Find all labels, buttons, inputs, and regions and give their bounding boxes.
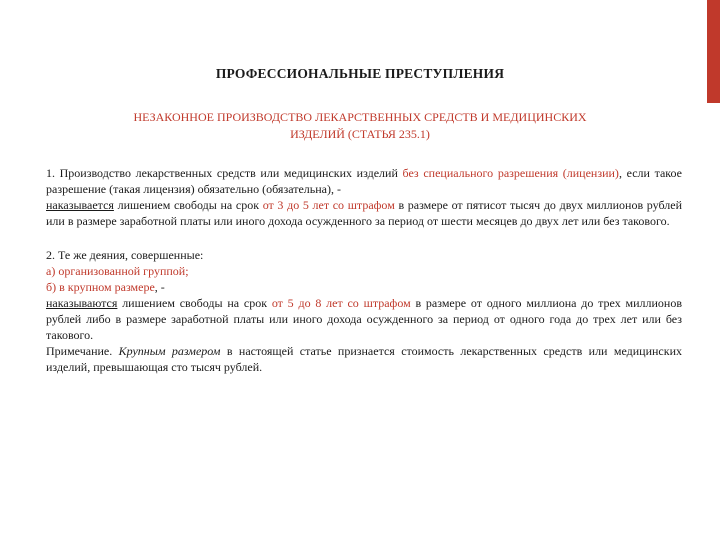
part-2-heading: 2. Те же деяния, совершенные: xyxy=(46,248,204,262)
part-1-punish-word: наказывается xyxy=(46,198,114,212)
accent-bar xyxy=(707,0,720,103)
part-2-term-highlight: от 5 до 8 лет со штрафом xyxy=(271,296,411,310)
paragraph-gap xyxy=(46,229,682,247)
article-subtitle xyxy=(60,109,660,143)
part-1-paragraph xyxy=(46,165,682,197)
part-1-punish-text-1: лишением свободы на срок xyxy=(113,198,263,212)
part-1-intro: 1. Производство лекарственных средств или медицинских изделий xyxy=(46,166,403,180)
part-1-mid: , если такое разрешение (такая лицензия) обязательно (обязательна), - xyxy=(46,166,682,196)
part-2-item-b-tail: , - xyxy=(154,280,165,294)
note-label: Примечание. xyxy=(46,344,113,358)
article-body xyxy=(46,165,682,375)
note-text: в настоящей статье признается стоимость лекарственных средств или медицинских изделий, превышающая сто тысяч рублей. xyxy=(46,344,682,374)
page-title: ПРОФЕССИОНАЛЬНЫЕ ПРЕСТУПЛЕНИЯ xyxy=(215,66,505,81)
part-2-punishment xyxy=(46,295,682,343)
part-2-item-b xyxy=(46,279,682,295)
part-1-punish-text-2: в размере от пятисот тысяч до двух миллионов рублей или в размере заработной платы или иного дохода осужденного за период от шести месяцев до двух лет или без такового. xyxy=(46,198,682,228)
part-2-punish-text-1: лишением свободы на срок xyxy=(117,296,272,310)
part-1-punishment xyxy=(46,197,682,229)
part-2-punish-text-2: в размере от одного миллиона до трех миллионов рублей либо в размере заработной платы или иного дохода осужденного за период от одного года до трех лет или без такового. xyxy=(46,296,683,342)
note-term: Крупным размером xyxy=(118,344,221,358)
part-1-condition-highlight: без специального разрешения (лицензии) xyxy=(402,166,619,180)
part-2-item-b-main: б) в крупном размере xyxy=(46,280,155,294)
part-2-item-a: а) организованной группой; xyxy=(46,264,189,278)
note-paragraph xyxy=(46,343,682,375)
subtitle-line-2: ИЗДЕЛИЙ (СТАТЬЯ 235.1) xyxy=(290,127,430,141)
part-1-term-highlight: от 3 до 5 лет со штрафом xyxy=(262,198,395,212)
subtitle-line-1: НЕЗАКОННОЕ ПРОИЗВОДСТВО ЛЕКАРСТВЕННЫХ СРЕДСТВ И МЕДИЦИНСКИХ xyxy=(133,110,587,124)
part-2-punish-word: наказываются xyxy=(46,296,118,310)
